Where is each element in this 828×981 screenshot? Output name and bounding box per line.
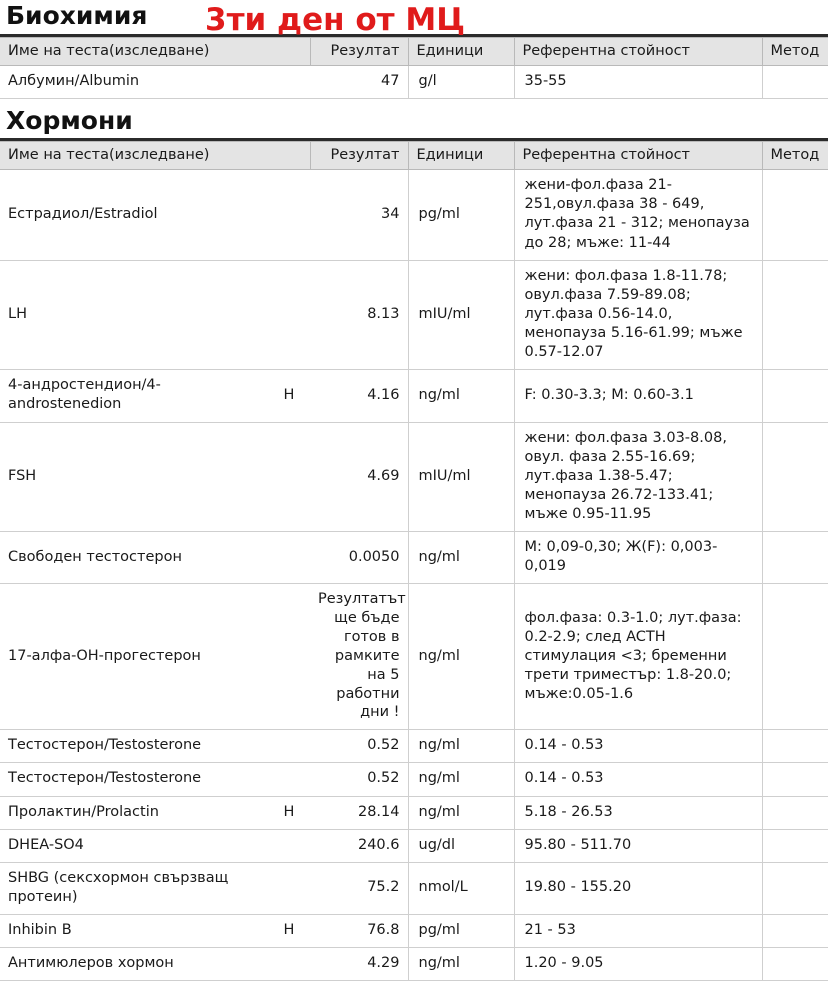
cell-units: ng/ml — [408, 370, 514, 422]
cell-units: nmol/L — [408, 862, 514, 914]
cell-units: ng/ml — [408, 763, 514, 796]
cell-flag — [268, 730, 310, 763]
cell-reference: фол.фаза: 0.3-1.0; лут.фаза: 0.2-2.9; след ACTH стимулация <3; бременни трети триместър: 1.8-20.0; мъже:0.05-1.6 — [514, 584, 762, 730]
cell-method — [762, 65, 828, 98]
cell-result: 0.0050 — [310, 532, 408, 584]
cell-test-name: SHBG (сексхормон свързващ протеин) — [0, 862, 268, 914]
cell-result: 34 — [310, 170, 408, 261]
cell-method — [762, 763, 828, 796]
section-title-biochemistry: Биохимия — [6, 1, 148, 30]
cell-units: mIU/ml — [408, 260, 514, 370]
cell-units: mIU/ml — [408, 422, 514, 532]
cell-test-name: Свободен тестостерон — [0, 532, 268, 584]
cell-test-name: FSH — [0, 422, 268, 532]
cell-test-name: Албумин/Albumin — [0, 65, 310, 98]
cell-units: ng/ml — [408, 532, 514, 584]
cell-method — [762, 584, 828, 730]
cell-units: ng/ml — [408, 730, 514, 763]
cell-method — [762, 829, 828, 862]
cell-result-pending — [310, 584, 408, 730]
cell-test-name: Антимюлеров хормон — [0, 948, 268, 981]
cell-reference: 19.80 - 155.20 — [514, 862, 762, 914]
cell-result: 0.52 — [310, 730, 408, 763]
cell-method — [762, 370, 828, 422]
cell-reference: 5.18 - 26.53 — [514, 796, 762, 829]
cell-flag — [268, 532, 310, 584]
cell-flag: H — [268, 796, 310, 829]
handwritten-annotation: 3ти ден от МЦ — [205, 2, 465, 38]
cell-flag — [268, 948, 310, 981]
column-header-method: Метод — [762, 142, 828, 170]
cell-method — [762, 796, 828, 829]
pending-result-text: Резултатът ще бъде готов в рамките на 5 работни дни ! — [318, 591, 406, 721]
cell-units: ng/ml — [408, 948, 514, 981]
cell-method — [762, 915, 828, 948]
cell-units: ng/ml — [408, 796, 514, 829]
cell-units: pg/ml — [408, 915, 514, 948]
cell-method — [762, 170, 828, 261]
cell-result: 240.6 — [310, 829, 408, 862]
cell-method — [762, 948, 828, 981]
cell-test-name: LH — [0, 260, 268, 370]
table-row — [0, 730, 828, 763]
cell-result: 8.13 — [310, 260, 408, 370]
cell-reference: 95.80 - 511.70 — [514, 829, 762, 862]
table-header-row — [0, 37, 828, 65]
table-row — [0, 948, 828, 981]
cell-result: 75.2 — [310, 862, 408, 914]
cell-reference: 0.14 - 0.53 — [514, 730, 762, 763]
column-header-result: Резултат — [310, 142, 408, 170]
cell-units: ng/ml — [408, 584, 514, 730]
cell-result: 28.14 — [310, 796, 408, 829]
table-row — [0, 260, 828, 370]
column-header-name: Име на теста(изследване) — [0, 37, 310, 65]
cell-flag — [268, 584, 310, 730]
cell-units: ug/dl — [408, 829, 514, 862]
cell-reference: 1.20 - 9.05 — [514, 948, 762, 981]
table-header-row — [0, 142, 828, 170]
column-header-units: Единици — [408, 37, 514, 65]
cell-result: 4.29 — [310, 948, 408, 981]
column-header-units: Единици — [408, 142, 514, 170]
cell-test-name: Inhibin B — [0, 915, 268, 948]
cell-units: pg/ml — [408, 170, 514, 261]
column-header-method: Метод — [762, 37, 828, 65]
cell-flag — [268, 763, 310, 796]
table-row — [0, 829, 828, 862]
table-row — [0, 763, 828, 796]
cell-flag: H — [268, 370, 310, 422]
cell-method — [762, 532, 828, 584]
cell-flag — [268, 862, 310, 914]
cell-result: 47 — [310, 65, 408, 98]
cell-units: g/l — [408, 65, 514, 98]
cell-reference: F: 0.30-3.3; M: 0.60-3.1 — [514, 370, 762, 422]
cell-flag — [268, 422, 310, 532]
table-row — [0, 796, 828, 829]
table-hormones — [0, 141, 828, 981]
cell-result: 76.8 — [310, 915, 408, 948]
cell-test-name: Пролактин/Prolactin — [0, 796, 268, 829]
cell-result: 0.52 — [310, 763, 408, 796]
cell-method — [762, 260, 828, 370]
cell-test-name: Тестостерон/Testosterone — [0, 730, 268, 763]
cell-test-name: 17-алфа-ОН-прогестерон — [0, 584, 268, 730]
column-header-name: Име на теста(изследване) — [0, 142, 310, 170]
cell-result: 4.69 — [310, 422, 408, 532]
column-header-result: Резултат — [310, 37, 408, 65]
table-row — [0, 65, 828, 98]
table-row — [0, 584, 828, 730]
cell-flag: H — [268, 915, 310, 948]
table-row — [0, 532, 828, 584]
cell-result: 4.16 — [310, 370, 408, 422]
cell-reference: жени: фол.фаза 3.03-8.08, овул. фаза 2.55-16.69; лут.фаза 1.38-5.47; менопауза 26.72-133.41; мъже 0.95-11.95 — [514, 422, 762, 532]
table-row — [0, 422, 828, 532]
column-header-reference: Референтна стойност — [514, 37, 762, 65]
cell-reference: 35-55 — [514, 65, 762, 98]
cell-flag — [268, 829, 310, 862]
cell-reference: жени-фол.фаза 21-251,овул.фаза 38 - 649, лут.фаза 21 - 312; менопауза до 28; мъже: 11-44 — [514, 170, 762, 261]
cell-reference: 0.14 - 0.53 — [514, 763, 762, 796]
cell-method — [762, 422, 828, 532]
table-row — [0, 862, 828, 914]
cell-flag — [268, 170, 310, 261]
cell-reference: M: 0,09-0,30; Ж(F): 0,003-0,019 — [514, 532, 762, 584]
table-row — [0, 170, 828, 261]
cell-test-name: DHEA-SO4 — [0, 829, 268, 862]
table-row — [0, 370, 828, 422]
table-biochemistry — [0, 37, 828, 99]
cell-reference: жени: фол.фаза 1.8-11.78; овул.фаза 7.59-89.08; лут.фаза 0.56-14.0, менопауза 5.16-61.99; мъже 0.57-12.07 — [514, 260, 762, 370]
column-header-reference: Референтна стойност — [514, 142, 762, 170]
cell-test-name: 4-андростендион/4-androstenedion — [0, 370, 268, 422]
section-title-hormones: Хормони — [6, 105, 133, 135]
cell-method — [762, 730, 828, 763]
cell-flag — [268, 260, 310, 370]
cell-method — [762, 862, 828, 914]
table-row — [0, 915, 828, 948]
cell-test-name: Естрадиол/Estradiol — [0, 170, 268, 261]
cell-test-name: Тестостерон/Testosterone — [0, 763, 268, 796]
cell-reference: 21 - 53 — [514, 915, 762, 948]
